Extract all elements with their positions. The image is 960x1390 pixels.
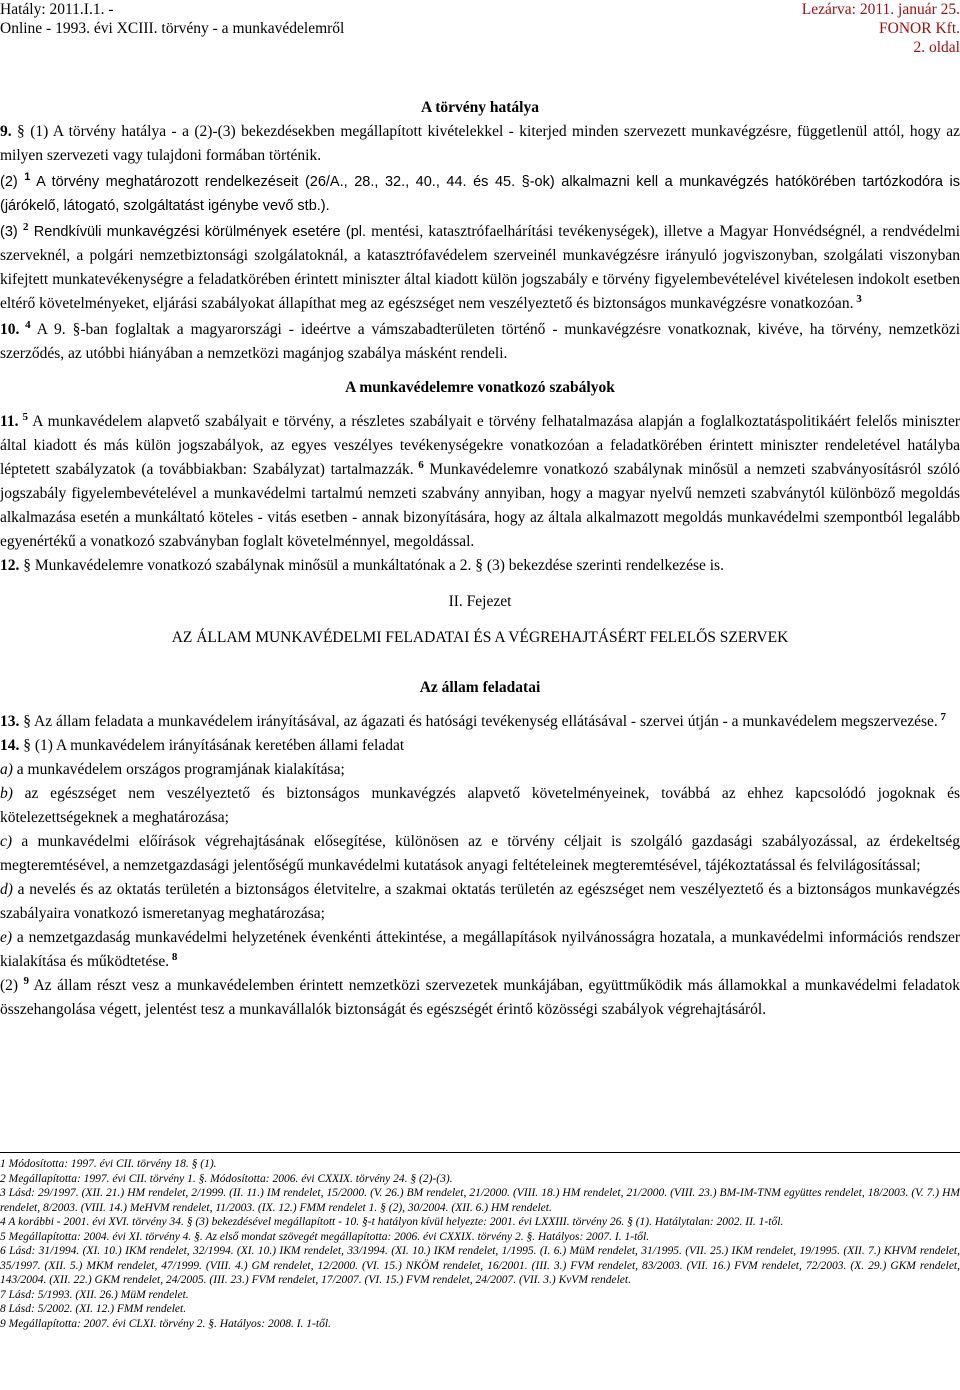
item-label: e) xyxy=(0,929,13,946)
footnote: 5 Megállapította: 2004. évi XI. törvény 4. §. Az első mondat szövegét megállapította: 2006. évi CXXIX. törvény 2. §. Hatályos: 2007. I. 1-től. xyxy=(0,1230,650,1243)
paragraph-text: § Az állam feladata a munkavédelem irányításával, az ágazati és hatósági tevékenység ellátásával - szervei útján - a munkavédelem megszervezése. xyxy=(19,713,938,730)
paragraph-text: A törvény meghatározott rendelkezéseit (26/A., 28., 32., 40., 44. és 45. §-ok) alkalmazni kell a munkavégzés hatókörében tartózkodóra is (járókelő, látogató, szolgáltatást igénybe vevő stb.). xyxy=(0,174,960,214)
footnote: 1 Módosította: 1997. évi CII. törvény 18. § (1). xyxy=(0,1158,217,1170)
paragraph-label: (2) xyxy=(0,977,24,994)
footnote-ref[interactable]: 8 xyxy=(169,950,178,963)
item-text: a munkavédelem országos programjának kialakítása; xyxy=(12,761,345,778)
paragraph-text: A munkavédelem alapvető szabályait e törvény, a részletes szabályait e törvény felhatalmazása alapján a foglalkoztatáspolitikáért felelős miniszter által kiadott és más külön jogszabályok, az egyes veszélyes tevékenységekre vonatkozóan a feladatkörében érintett miniszter rendeletével hatályba léptetett szabályzatok (a továbbiakban: Szabályzat) tartalmazzák. xyxy=(0,413,960,478)
footnote: 9 Megállapította: 2007. évi CLXI. törvény 2. §. Hatályos: 2008. I. 1-től. xyxy=(0,1317,331,1330)
footnote: 2 Megállapította: 1997. évi CII. törvény 1. §. Módosította: 2006. évi CXXIX. törvény 24. § (2)-(3). xyxy=(0,1172,453,1185)
header-publisher: FONOR Kft. xyxy=(879,20,960,37)
section-number: 10. xyxy=(0,321,20,338)
footnote: 6 Lásd: 31/1994. (XI. 10.) IKM rendelet, 32/1994. (XI. 10.) IKM rendelet, 33/1994. (XI. 10.) IKM rendelet, 1/1995. (I. 6.) MüM rendelet, 31/1995. (VII. 25.) IKM rendelet, 19/1995. (XII. 7.) KHVM rendelet, 35/1997. (XII. 5.) MKM rendelet, 47/1999. (VIII. 4.) GM rendelet, 12/2000. (VI. 15.) NKÖM rendelet, 16/2001. (III. 3.) FVM rendelet, 83/2003. (VII. 16.) FVM rendelet, 72/2003. (X. 29.) GKM rendelet, 143/2004. (XII. 22.) GKM rendelet, 24/2005. (III. 23.) FVM rendelet, 17/2007. (VI. 15.) FVM rendelet, 24/2007. (VII. 3.) KvVM rendelet. xyxy=(0,1245,960,1286)
item-label: a) xyxy=(0,761,13,778)
footnote: 4 A korábbi - 2001. évi XVI. törvény 34. § (3) bekezdésével megállapított - 10. §-t hatályon kívül helyezte: 2001. évi LXXIII. törvény 26. § (1). Hatálytalan: 2002. II. 1-től. xyxy=(0,1216,784,1228)
footnote: 7 Lásd: 5/1993. (XII. 26.) MüM rendelet. xyxy=(0,1288,189,1301)
paragraph-text: § Munkavédelemre vonatkozó szabálynak minősül a munkáltatónak a 2. § (3) bekezdése szerinti rendelkezése is. xyxy=(19,557,724,574)
paragraph-text: § (1) A törvény hatálya - a (2)-(3) bekezdésekben megállapított kivételekkel - kiterjed minden szervezett munkavégzésre, függetlenül attól, hogy az milyen szervezeti vagy tulajdoni formában történik. xyxy=(0,123,960,164)
section-title-scope: A törvény hatálya xyxy=(421,99,539,116)
header-closed-date: Lezárva: 2011. január 25. xyxy=(801,1,960,18)
item-label: d) xyxy=(0,881,13,898)
paragraph-14-1 xyxy=(0,734,960,758)
paragraph-text: mentési, katasztrófaelhárítási tevékenységek), illetve a Magyar Honvédségnél, a rendvédelmi szerveknél, a polgári nemzetbiztonsági szolgálatoknál, a katasztrófavédelem szerveinél munkavégzésre irányuló jogviszonyban, szolgálati viszonyban kifejtett munkatevékenységre a feladatkörében érintett miniszter által kiadott külön jogszabály e törvény figyelembevételével kivételesen indokolt esetben eltérő követelményeket, eljárási szabályokat állapíthat meg az egészséget nem veszélyeztető és biztonságos munkavégzésre vonatkozóan. xyxy=(0,223,960,312)
paragraph-11 xyxy=(0,410,960,554)
footnote-ref[interactable]: 7 xyxy=(937,710,946,723)
chapter-title: AZ ÁLLAM MUNKAVÉDELMI FELADATAI ÉS A VÉGREHAJTÁSÉRT FELELŐS SZERVEK xyxy=(171,629,789,646)
paragraph-14-2 xyxy=(0,974,960,1022)
footnote-ref[interactable]: 9 xyxy=(23,974,30,987)
paragraph-text: Rendkívüli munkavégzési körülmények esetére (pl. xyxy=(28,224,367,240)
section-number: 11. xyxy=(0,413,19,430)
section-number: 12. xyxy=(0,557,20,574)
item-14-e xyxy=(0,926,960,974)
paragraph-label: (3) xyxy=(0,224,24,240)
paragraph-text: A 9. §-ban foglaltak a magyarországi - ideértve a vámszabadterületen történő - munkavégzésre vonatkoznak, kivéve, ha törvény, nemzetközi szerződés, az utóbbi hiányában a nemzetközi magánjog szabálya másként rendeli. xyxy=(0,321,960,362)
item-14-a xyxy=(0,758,960,782)
footnote-ref[interactable]: 3 xyxy=(853,292,862,305)
header-law-title: Online - 1993. évi XCIII. törvény - a munkavédelemről xyxy=(0,20,345,37)
paragraph-9-3 xyxy=(0,220,960,316)
item-text: az egészséget nem veszélyeztető és biztonságos munkavégzés alapvető követelményeinek, továbbá az ehhez kapcsolódó jogoknak és kötelezettségeknek a meghatározása; xyxy=(0,785,960,826)
footnote-ref[interactable]: 6 xyxy=(413,458,424,471)
section-number: 14. xyxy=(0,737,20,754)
section-title-rules: A munkavédelemre vonatkozó szabályok xyxy=(345,379,615,396)
page-header-left xyxy=(0,0,344,38)
footnote-ref[interactable]: 4 xyxy=(19,318,31,331)
item-text: a nemzetgazdaság munkavédelmi helyzetének évenkénti áttekintése, a megállapítások nyilvánosságra hozatala, a munkavédelmi információs rendszer kialakítása és működtetése. xyxy=(0,929,960,970)
paragraph-label: (2) xyxy=(0,174,25,190)
section-title-state-tasks: Az állam feladatai xyxy=(419,679,541,696)
footnote-ref[interactable]: 5 xyxy=(18,410,28,423)
section-number: 9. xyxy=(0,123,12,140)
footnote: 8 Lásd: 5/2002. (XI. 12.) FMM rendelet. xyxy=(0,1303,187,1315)
document-body xyxy=(0,96,960,1022)
paragraph-13 xyxy=(0,710,960,734)
header-validity: Hatály: 2011.I.1. - xyxy=(0,1,114,18)
section-number: 13. xyxy=(0,713,20,730)
footnote-ref[interactable]: 2 xyxy=(23,220,29,233)
page-header-right xyxy=(802,0,960,57)
chapter-number: II. Fejezet xyxy=(448,593,512,610)
paragraph-text: Munkavédelemre vonatkozó szabálynak minősül a nemzeti szabványosításról szóló jogszabály figyelembevételével a munkavédelmi tartalmú nemzeti szabvány annyiban, hogy a magyar nyelvű nemzeti szabványtól különböző megoldás alkalmazása esetén a munkáltató köteles - vitás esetben - annak bizonyítására, hogy az általa alkalmazott megoldás munkavédelmi szempontból legalább egyenértékű a vonatkozó szabványban foglalt követelménnyel, megoldással. xyxy=(0,461,960,550)
item-14-c xyxy=(0,830,960,878)
item-label: c) xyxy=(0,833,13,850)
footnote-ref[interactable]: 1 xyxy=(24,171,31,184)
item-text: a munkavédelmi előírások végrehajtásának elősegítése, különösen az e törvény céljait is szolgáló gazdasági szabályozással, az érdekeltség megteremtésével, a nemzetgazdasági jelentőségű munkavédelmi kutatások anyagi feltételeinek megteremtésével, tájékoztatással és felvilágosítással; xyxy=(0,833,960,874)
footnote: 3 Lásd: 29/1997. (XII. 21.) HM rendelet, 2/1999. (II. 11.) IM rendelet, 15/2000. (V. 26.) BM rendelet, 21/2000. (VIII. 18.) HM rendelet, 21/2000. (VIII. 23.) BM-IM-TNM együttes rendelet, 18/2003. (V. 7.) HM rendelet, 8/2003. (VIII. 14.) MeHVM rendelet, 11/2003. (IX. 12.) FMM rendelet 1. § (2), 30/2004. (XII. 6.) HM rendelet. xyxy=(0,1187,960,1214)
paragraph-9-2 xyxy=(0,170,960,218)
paragraph-9-1 xyxy=(0,120,960,168)
item-14-d xyxy=(0,878,960,926)
paragraph-text: Az állam részt vesz a munkavédelemben érintett nemzetközi szervezetek munkájában, együttműködik más államokkal a munkavédelmi feladatok összehangolása végett, jelentést tesz a munkavállalók biztonságát és egészségét érintő közösségi szabályok végrehajtásáról. xyxy=(0,977,960,1018)
footnotes xyxy=(0,1152,960,1331)
header-page-number: 2. oldal xyxy=(913,39,960,56)
paragraph-12 xyxy=(0,554,960,578)
item-14-b xyxy=(0,782,960,830)
paragraph-text: § (1) A munkavédelem irányításának keretében állami feladat xyxy=(19,737,405,754)
paragraph-10 xyxy=(0,318,960,366)
item-label: b) xyxy=(0,785,13,802)
item-text: a nevelés és az oktatás területén a biztonságos életvitelre, a szakmai oktatás területén az egészséget nem veszélyeztető és a biztonságos munkavégzés szabályaira vonatkozó ismeretanyag meghatározása; xyxy=(0,881,960,922)
